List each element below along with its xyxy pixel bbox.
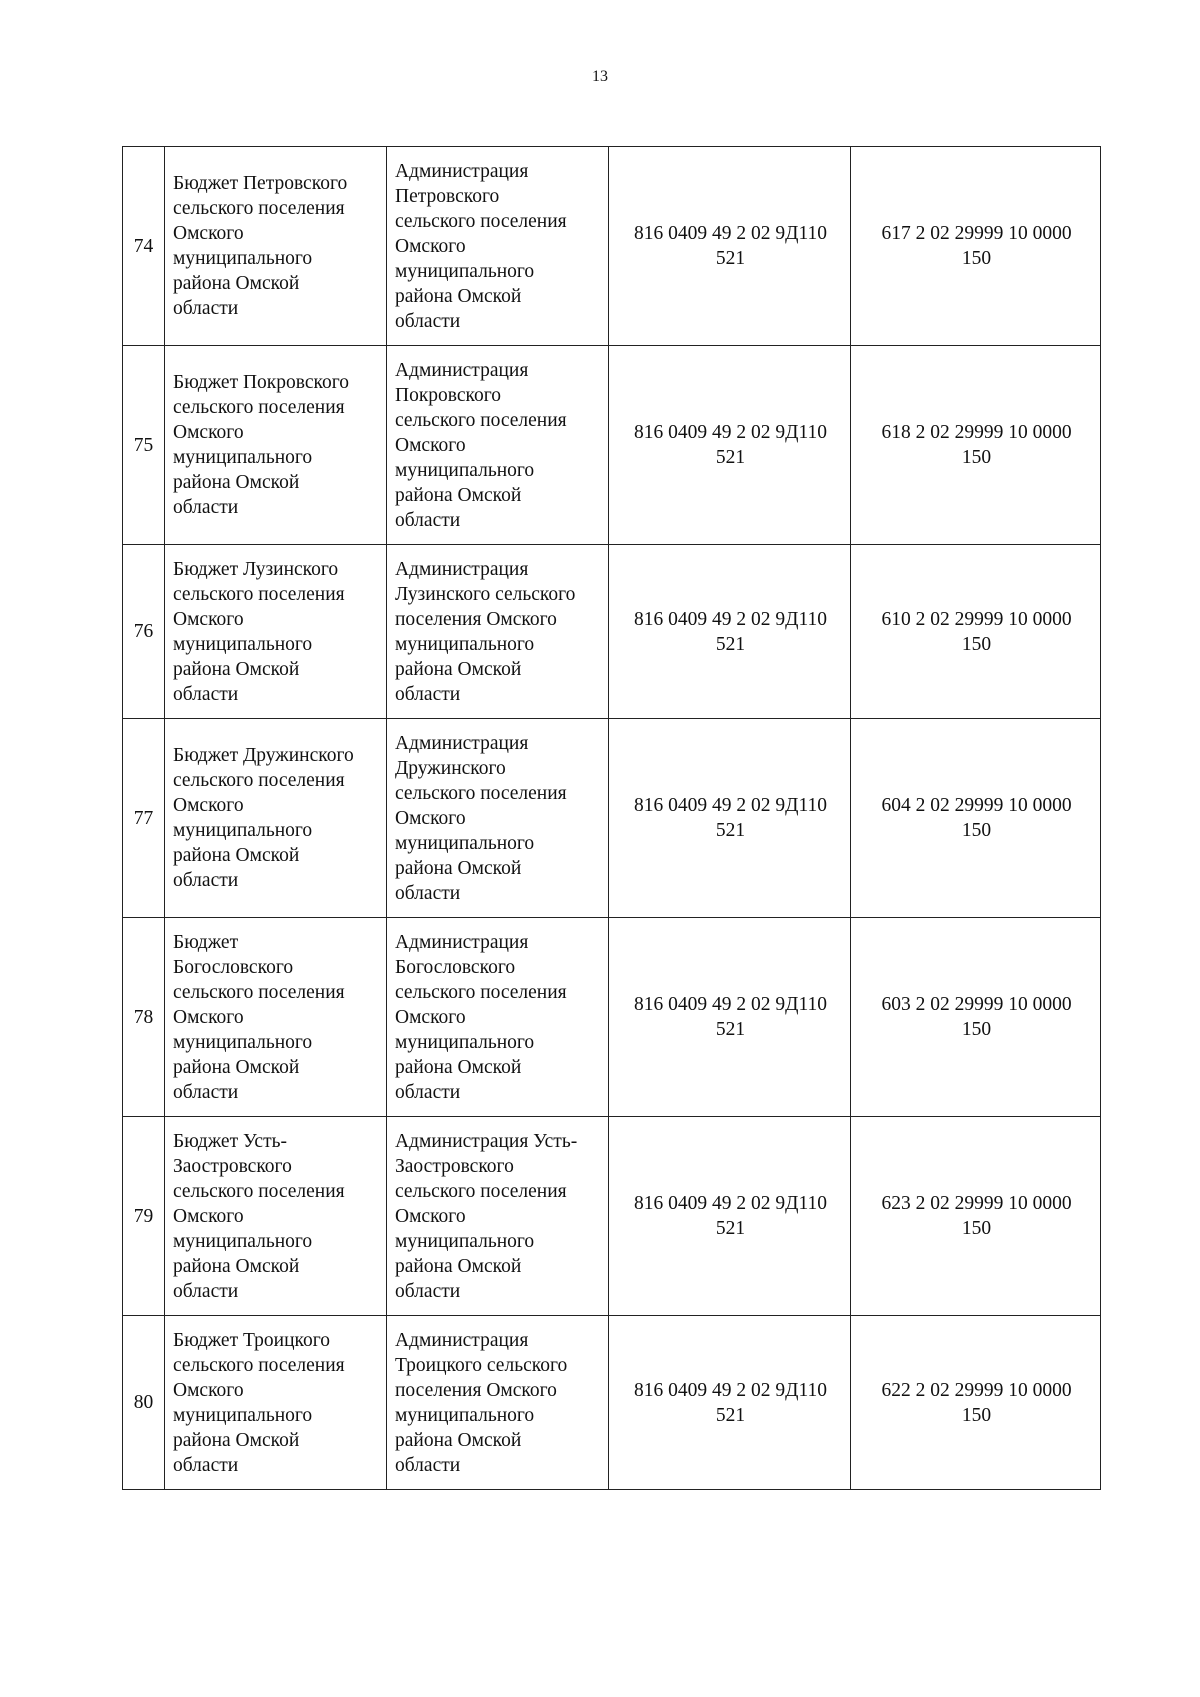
expense-code: 816 0409 49 2 02 9Д110 521 xyxy=(609,346,851,545)
administration-name: Администрация Богословского сельского поселения Омского муниципального района Омской области xyxy=(387,918,609,1117)
row-number: 76 xyxy=(123,545,165,719)
budget-name: Бюджет Дружинского сельского поселения Омского муниципального района Омской области xyxy=(165,719,387,918)
row-number: 79 xyxy=(123,1117,165,1316)
expense-code: 816 0409 49 2 02 9Д110 521 xyxy=(609,147,851,346)
row-number: 75 xyxy=(123,346,165,545)
budget-name: Бюджет Усть- Заостровского сельского поселения Омского муниципального района Омской области xyxy=(165,1117,387,1316)
table-row xyxy=(123,918,1101,1117)
table-row xyxy=(123,719,1101,918)
expense-code: 816 0409 49 2 02 9Д110 521 xyxy=(609,1117,851,1316)
administration-name: Администрация Покровского сельского поселения Омского муниципального района Омской области xyxy=(387,346,609,545)
revenue-code: 622 2 02 29999 10 0000 150 xyxy=(851,1316,1101,1490)
table-row xyxy=(123,1316,1101,1490)
expense-code: 816 0409 49 2 02 9Д110 521 xyxy=(609,918,851,1117)
administration-name: Администрация Лузинского сельского поселения Омского муниципального района Омской области xyxy=(387,545,609,719)
budget-name: Бюджет Лузинского сельского поселения Омского муниципального района Омской области xyxy=(165,545,387,719)
table-row xyxy=(123,1117,1101,1316)
administration-name: Администрация Петровского сельского поселения Омского муниципального района Омской области xyxy=(387,147,609,346)
budget-name: Бюджет Богословского сельского поселения Омского муниципального района Омской области xyxy=(165,918,387,1117)
row-number: 78 xyxy=(123,918,165,1117)
budget-name: Бюджет Покровского сельского поселения Омского муниципального района Омской области xyxy=(165,346,387,545)
budget-table xyxy=(122,146,1101,1490)
page-number: 13 xyxy=(592,68,608,85)
expense-code: 816 0409 49 2 02 9Д110 521 xyxy=(609,719,851,918)
table-row xyxy=(123,346,1101,545)
table-row xyxy=(123,545,1101,719)
table-row xyxy=(123,147,1101,346)
row-number: 77 xyxy=(123,719,165,918)
expense-code: 816 0409 49 2 02 9Д110 521 xyxy=(609,1316,851,1490)
revenue-code: 610 2 02 29999 10 0000 150 xyxy=(851,545,1101,719)
administration-name: Администрация Дружинского сельского поселения Омского муниципального района Омской области xyxy=(387,719,609,918)
revenue-code: 623 2 02 29999 10 0000 150 xyxy=(851,1117,1101,1316)
revenue-code: 618 2 02 29999 10 0000 150 xyxy=(851,346,1101,545)
revenue-code: 603 2 02 29999 10 0000 150 xyxy=(851,918,1101,1117)
budget-name: Бюджет Троицкого сельского поселения Омского муниципального района Омской области xyxy=(165,1316,387,1490)
row-number: 80 xyxy=(123,1316,165,1490)
budget-name: Бюджет Петровского сельского поселения Омского муниципального района Омской области xyxy=(165,147,387,346)
revenue-code: 617 2 02 29999 10 0000 150 xyxy=(851,147,1101,346)
administration-name: Администрация Троицкого сельского поселения Омского муниципального района Омской области xyxy=(387,1316,609,1490)
row-number: 74 xyxy=(123,147,165,346)
administration-name: Администрация Усть- Заостровского сельского поселения Омского муниципального района Омской области xyxy=(387,1117,609,1316)
revenue-code: 604 2 02 29999 10 0000 150 xyxy=(851,719,1101,918)
expense-code: 816 0409 49 2 02 9Д110 521 xyxy=(609,545,851,719)
